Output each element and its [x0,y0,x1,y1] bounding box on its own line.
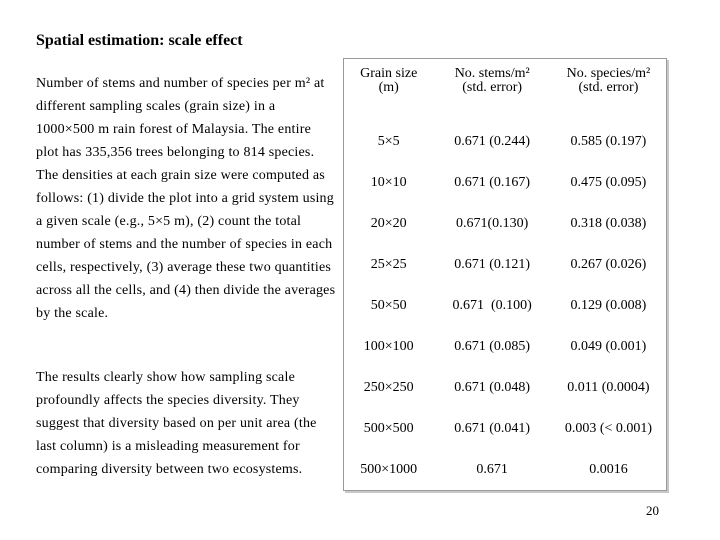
table-row [344,127,666,168]
header-stems: No. stems/m² (std. error) [454,66,530,95]
species-cell: 0.129 (0.008) [570,298,647,313]
stems-cell: 0.671 [476,462,508,477]
species-cell: 0.318 (0.038) [570,216,647,231]
conclusion-paragraph: The results clearly show how sampling scale profoundly affects the species diversity. They suggest that diversity based on per unit area (the last column) is a misleading measurement for comparing diversity between two ecosystems. [36,370,317,477]
stems-cell: 0.671 (0.244) [454,134,531,149]
page-number: 20 [646,503,659,518]
header-grain-size: Grain size (m) [360,66,418,95]
species-cell: 0.011 (0.0004) [567,380,650,395]
stems-cell: 0.671 (0.048) [454,380,531,395]
table-header-row [344,59,666,127]
grain-size-cell: 500×500 [363,421,414,436]
table-row [344,414,666,455]
grain-size-cell: 5×5 [377,134,400,149]
stems-cell: 0.671 (0.085) [454,339,531,354]
table-row [344,291,666,332]
stems-cell: 0.671(0.130) [456,216,529,231]
species-cell: 0.049 (0.001) [570,339,647,354]
table-row [344,250,666,291]
stems-cell: 0.671 (0.100) [452,298,532,313]
grain-size-cell: 50×50 [370,298,407,313]
description-paragraph: Number of stems and number of species per m² at different sampling scales (grain size) in a 1000×500 m rain forest of Malaysia. The entire plot has 335,356 trees belonging to 814 species. The densities at each grain size were computed as follows: (1) divide the plot into a grid system using a given scale (e.g., 5×5 m), (2) count the total number of stems and the number of species in each cells, respectively, (3) average these two quantities across all the cells, and (4) then divide the averages by the scale. [36,76,336,321]
table-row [344,209,666,250]
grain-size-cell: 10×10 [370,175,407,190]
header-species: No. species/m² (std. error) [566,66,651,95]
table-row [344,455,666,496]
grain-size-cell: 100×100 [363,339,414,354]
table-row [344,373,666,414]
species-cell: 0.475 (0.095) [570,175,647,190]
grain-size-cell: 250×250 [363,380,414,395]
grain-size-cell: 20×20 [370,216,407,231]
table-row [344,332,666,373]
species-cell: 0.0016 [589,462,628,477]
table-row [344,168,666,209]
stems-cell: 0.671 (0.041) [454,421,531,436]
species-cell: 0.003 (< 0.001) [564,421,653,436]
species-cell: 0.267 (0.026) [570,257,647,272]
grain-size-cell: 500×1000 [360,462,418,477]
grain-size-cell: 25×25 [370,257,407,272]
stems-cell: 0.671 (0.121) [454,257,531,272]
page-title: Spatial estimation: scale effect [36,32,243,49]
species-cell: 0.585 (0.197) [570,134,647,149]
scale-effect-table [343,58,667,491]
stems-cell: 0.671 (0.167) [454,175,531,190]
